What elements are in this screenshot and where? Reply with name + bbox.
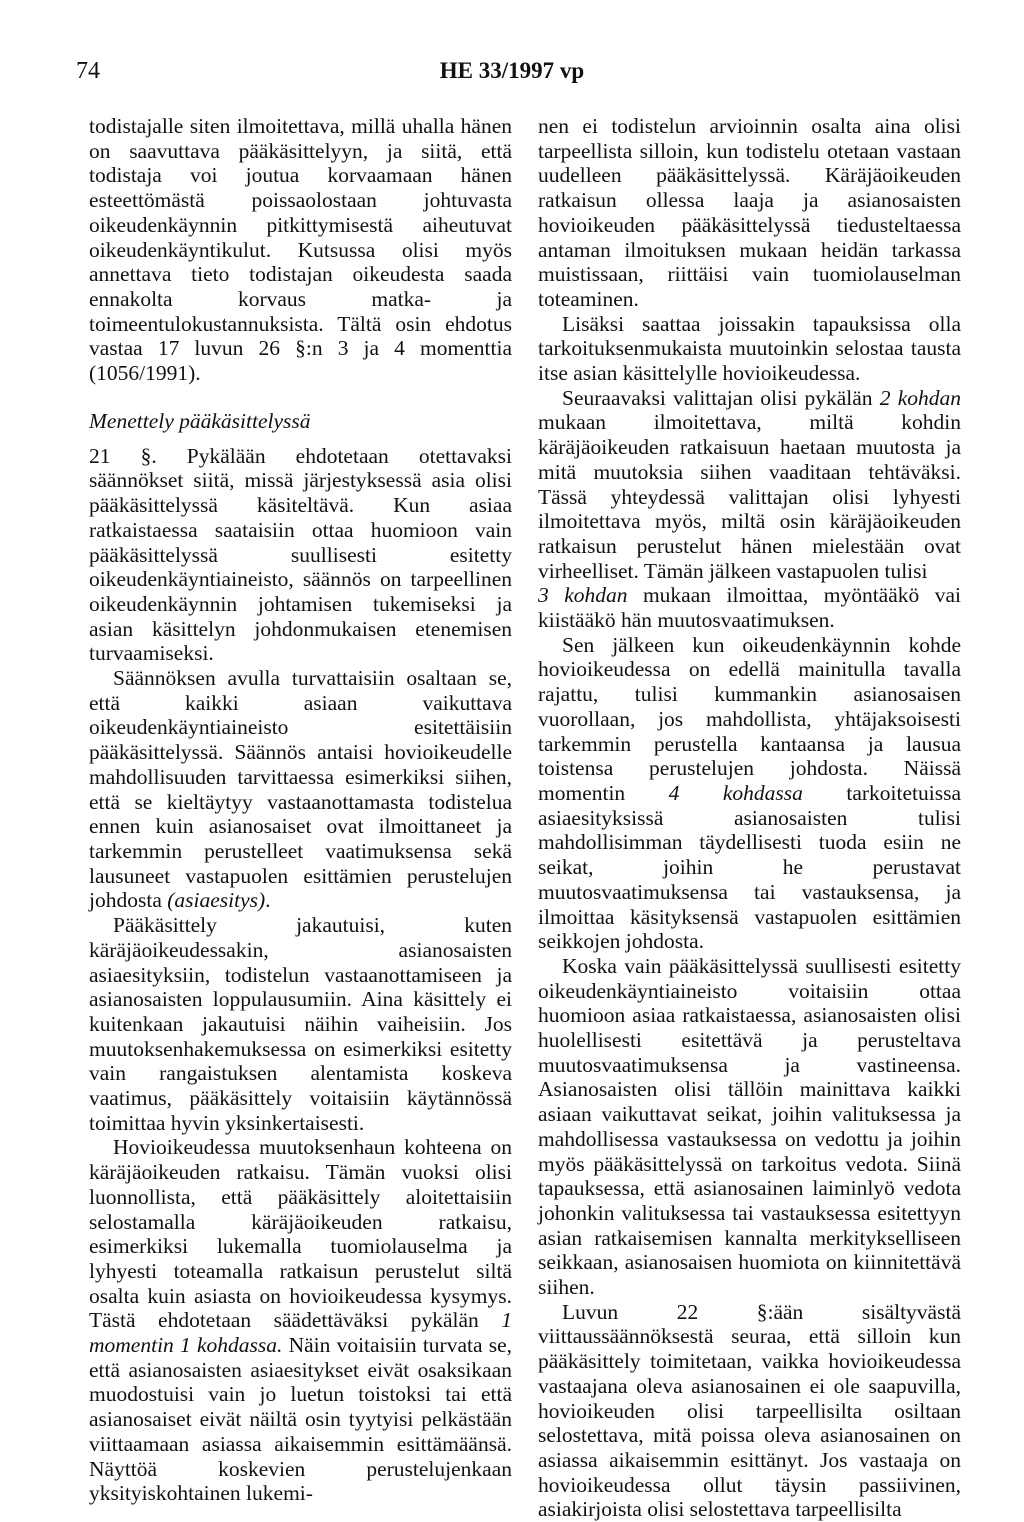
- right-column: [538, 114, 961, 1522]
- paragraph-text: Näin voitaisiin turvata se, että asianosaisten asiaesitykset eivät osaksikaan muodostuisi vain jo luetun toistoksi tai että asianosaiset eivät näiltä osin tyytyisi pelkästään viittaamaan asiassa aikaisemmin esittämäänsä. Näyttöä koskevien perustelujenkaan yksityiskohtainen lukemi-: [89, 1333, 513, 1506]
- paragraph: 21 §. Pykälään ehdotetaan otettavaksi säännökset siitä, missä järjestyksessä asia olisi pääkäsittelyssä käsiteltävä. Kun asiaa ratkaistaessa saataisiin ottaa huomioon vain pääkäsittelyssä suullisesti esitetty oikeudenkäyntiaineisto, säännös on tarpeellinen oikeudenkäynnin johtamisen tukemiseksi ja asian käsittelyn johdonmukaisen etenemisen turvaamiseksi.: [89, 443, 512, 666]
- section-heading: Menettely pääkäsittelyssä: [89, 408, 311, 433]
- paragraph: Koska vain pääkäsittelyssä suullisesti esitetty oikeudenkäyntiaineisto voitaisiin ottaa huomioon asiaa ratkaistaessa, asianosaisten olisi huolellisesti esitettävä ja perusteltava muutosvaatimuksensa ja vastineensa. Asianosaisten olisi tällöin mainittava kaikki asiaan vaikuttavat seikat, joihin valituksessa ja mahdollisessa vastauksessa on vedottu ja joihin myös pääkäsittelyssä on tarkoitus vedota. Siinä tapauksessa, että asianosainen laiminlyö vedota johonkin valituksessa tai vastauksessa esitettyyn asian ratkaisemisen kannalta merkitykselliseen seikkaan, asianosaisen huomiota on kiinnitettävä siihen.: [538, 953, 961, 1300]
- emphasized-term: (asiaesitys): [167, 888, 266, 913]
- paragraph: todistajalle siten ilmoitettava, millä uhalla hänen on saavuttava pääkäsittelyyn, ja siitä, että todistaja voi joutua korvaamaan hänen esteettömästä poissaolostaan johtuvasta oikeudenkäynnin pitkittymisestä aiheutuvat oikeudenkäyntikulut. Kutsussa olisi myös annettava tieto todistajan oikeudesta saada ennakolta korvaus matka- ja toimeentulokustannuksista. Tältä osin ehdotus vastaa 17 luvun 26 §:n 3 ja 4 momenttia (1056/1991).: [89, 114, 512, 386]
- emphasized-reference: 2 kohdan: [879, 385, 962, 410]
- paragraph: [538, 386, 961, 633]
- emphasized-reference: 4 kohdassa: [668, 780, 803, 805]
- emphasized-reference: 3 kohdan: [538, 583, 628, 608]
- left-column: [89, 114, 512, 1506]
- paragraph-text: .: [265, 888, 271, 913]
- paragraph-text: mukaan ilmoittaa, myöntääkö vai kiistääkö hän muutosvaatimuksen.: [538, 583, 961, 633]
- paragraph: Pääkäsittely jakautuisi, kuten käräjäoikeudessakin, asianosaisten asiaesityksiin, todistelun vastaanottamiseen ja asianosaisten loppulausumiin. Aina käsittely ei kuitenkaan jakautuisi näihin vaiheisiin. Jos muutoksenhakemuksessa on esimerkiksi esitetty vain rangaistuksen alentamista koskeva vaatimus, pääkäsittely voitaisiin käytännössä toimittaa hyvin yksinkertaisesti.: [89, 913, 512, 1135]
- paragraph: [538, 633, 961, 954]
- paragraph-text: Hovioikeudessa muutoksenhaun kohteena on käräjäoikeuden ratkaisu. Tämän vuoksi olisi luonnollista, että pääkäsittely aloitettaisiin selostamalla käräjäoikeuden ratkaisu, esimerkiksi lukemalla tuomiolauselma ja lyhyesti toteamalla ratkaisun perustelut siltä osalta kuin asiasta on hovioikeudessa kysymys. Tästä ehdotetaan säädettäväksi pykälän: [89, 1135, 512, 1333]
- emphasized-reference: 1 momentin 1 kohdassa.: [89, 1308, 513, 1358]
- paragraph-text: Seuraavaksi valittajan olisi pykälän: [562, 385, 873, 410]
- paragraph: [89, 1135, 512, 1506]
- paragraph: [89, 666, 512, 913]
- page-number: 74: [76, 58, 100, 84]
- paragraph: Lisäksi saattaa joissakin tapauksissa olla tarkoituksenmukaista muutoinkin selostaa tausta itse asian käsittelylle hovioikeudessa.: [538, 311, 961, 386]
- paragraph-text: Sen jälkeen kun oikeudenkäynnin kohde hovioikeudessa on edellä mainitulla tavalla rajattu, tulisi kummankin asianosaisen vuorollaan, jos mahdollista, yhtäjaksoisesti tarkemmin perustella kantaansa ja lausua toistensa perustelujen johdosta. Näissä momentin: [538, 632, 961, 805]
- paragraph-text: mukaan ilmoitettava, miltä kohdin käräjäoikeuden ratkaisuun haetaan muutosta ja mitä muutoksia siihen vaaditaan tehtäväksi. Tässä yhteydessä valittajan olisi lyhyesti ilmoitettava myös, miltä osin käräjäoikeuden ratkaisun perustelut hänen mielestään ovat virheelliset. Tämän jälkeen vastapuolen tulisi: [538, 410, 961, 583]
- running-head: HE 33/1997 vp: [439, 58, 585, 83]
- paragraph: Luvun 22 §:ään sisältyvästä viittaussäännöksestä seuraa, että silloin kun pääkäsittely toimitetaan, vaikka hovioikeudessa vastaajana oleva asianosainen ei ole saapuvilla, hovioikeuden olisi tarpeellisilta osiltaan selostettava, mitä poissa oleva asianosainen on asiassa aikaisemmin esittänyt. Jos vastaaja on hovioikeudessa ollut täysin passiivinen, asiakirjoista olisi selostettava tarpeellisilta: [538, 1299, 961, 1522]
- paragraph: nen ei todistelun arvioinnin osalta aina olisi tarpeellista silloin, kun todistelu otetaan vastaan uudelleen pääkäsittelyssä. Käräjäoikeuden ratkaisun ollessa laaja ja asianosaisten hovioikeuden pääkäsittelyssä tiedusteltaessa antaman ilmoituksen mukaan heidän tarkassa muistissaan, riittäisi vain tuomiolauselman toteaminen.: [538, 114, 961, 311]
- paragraph-text: tarkoitetuissa asiaesityksissä asianosaisten tulisi mahdollisimman täydellisesti tuoda esiin ne seikat, joihin he perustavat muutosvaatimuksensa tai vastauksensa, ja ilmoittaa käsityksensä vastapuolen esittämien seikkojen johdosta.: [538, 780, 962, 954]
- paragraph-text: Säännöksen avulla turvattaisiin osaltaan se, että kaikki asiaan vaikuttava oikeudenkäyntiaineisto esitettäisiin pääkäsittelyssä. Säännös antaisi hovioikeudelle mahdollisuuden tarvittaessa esimerkiksi siihen, että se kieltäytyy vastaanottamasta todistelua ennen kuin asianosaiset ovat ilmoittaneet ja tarkemmin perustelleet vaatimuksensa sekä lausuneet vastapuolen esittämien perustelujen johdosta: [89, 666, 512, 913]
